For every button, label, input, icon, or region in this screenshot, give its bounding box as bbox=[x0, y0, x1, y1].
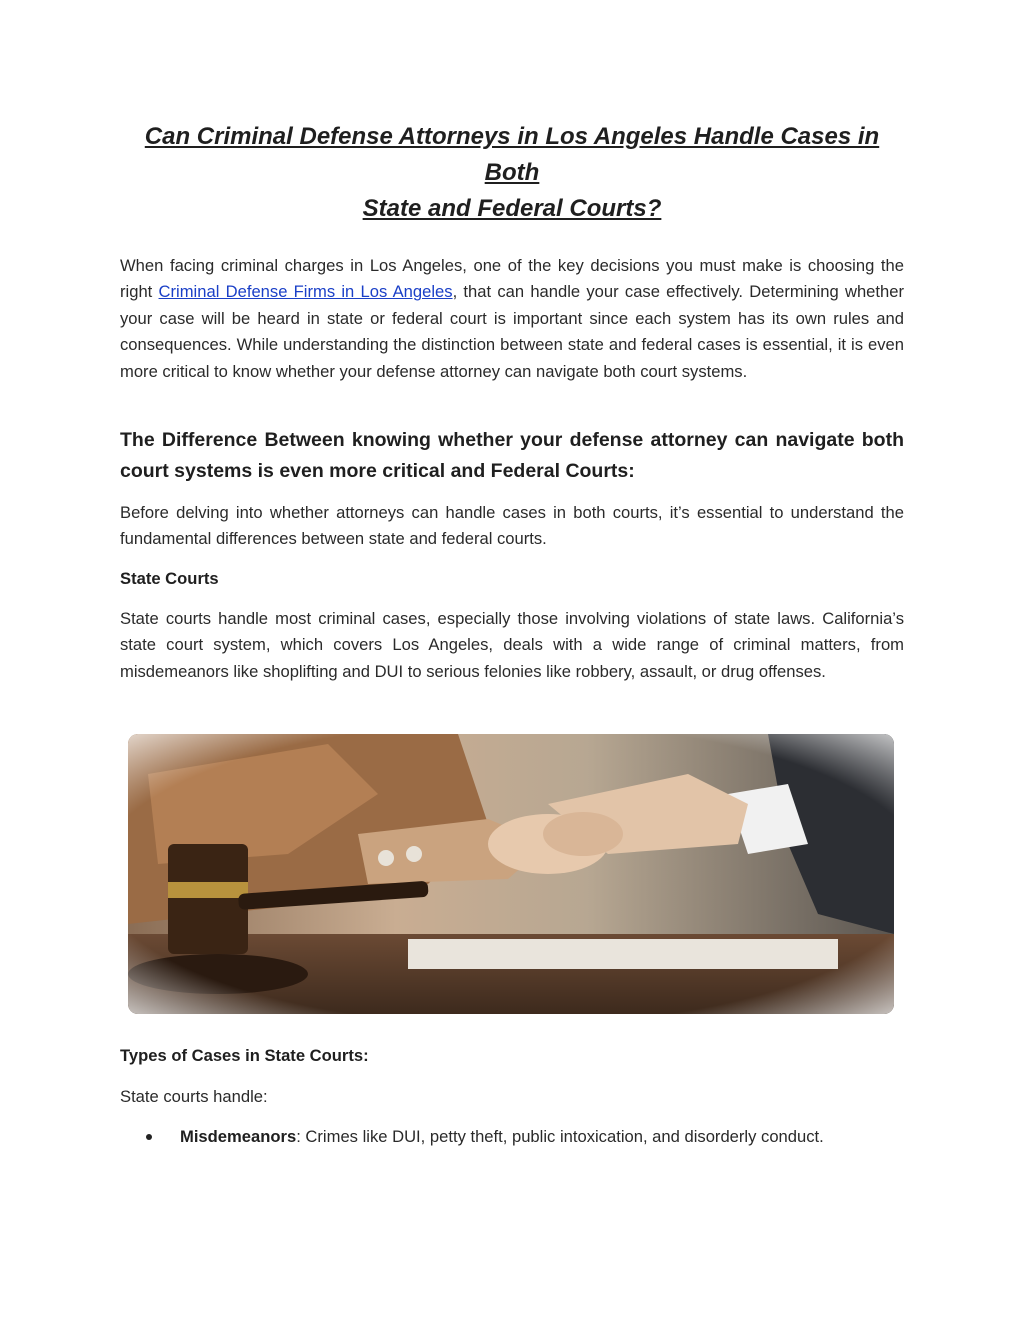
types-intro-text: State courts handle: bbox=[120, 1087, 268, 1106]
intro-text-after-link: , that can handle your case effectively. Determining whether your case will be heard in state or federal court is important since each system has its own rules and consequences. While understanding the distinction between state and federal cases is essential, it is even more critical to know whether your defense attorney can navigate both court systems. bbox=[120, 282, 905, 381]
page-title bbox=[120, 119, 904, 227]
title-line-2: State and Federal Courts? bbox=[362, 195, 662, 222]
bullet-term: Misdemeanors bbox=[180, 1127, 297, 1146]
case-types-list bbox=[120, 1124, 904, 1150]
bullet-icon bbox=[146, 1134, 152, 1140]
section-heading: The Difference Between knowing whether your defense attorney can navigate both court systems is even more critical and Federal Courts: bbox=[120, 429, 904, 482]
intro-text-before-link: When facing criminal charges in Los Angeles, one of the key decisions you must make is choosing the right bbox=[120, 256, 904, 302]
bullet-text: : Crimes like DUI, petty theft, public intoxication, and disorderly conduct. bbox=[296, 1127, 824, 1146]
state-courts-heading: State Courts bbox=[120, 569, 219, 588]
state-courts-paragraph: State courts handle most criminal cases, especially those involving violations of state laws. California’s state court system, which covers Los Angeles, deals with a wide range of criminal matters, from misdemeanors like shoplifting and DUI to serious felonies like robbery, assault, or drug offenses. bbox=[120, 609, 904, 681]
section-intro-paragraph: Before delving into whether attorneys can handle cases in both courts, it’s essential to understand the fundamental differences between state and federal courts. bbox=[120, 503, 904, 549]
intro-paragraph bbox=[120, 253, 904, 385]
criminal-defense-firms-link[interactable]: Criminal Defense Firms in Los Angeles bbox=[158, 282, 453, 302]
handshake-gavel-image bbox=[128, 734, 894, 1014]
types-of-cases-heading: Types of Cases in State Courts: bbox=[120, 1046, 369, 1065]
title-line-1: Can Criminal Defense Attorneys in Los Angeles Handle Cases in Both bbox=[144, 123, 880, 186]
list-item bbox=[120, 1124, 904, 1150]
